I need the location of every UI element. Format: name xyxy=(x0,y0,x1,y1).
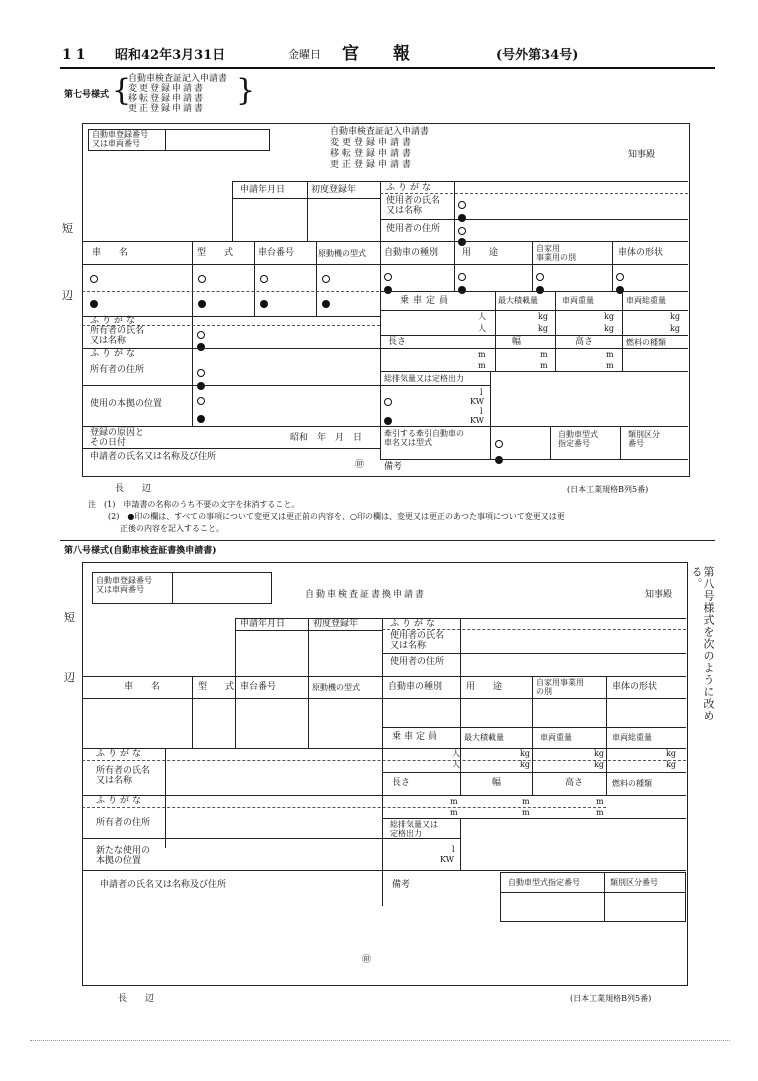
form8-user-name: 使用者の氏名 又は名称 xyxy=(390,631,445,651)
form8-unit-kg-5: kg xyxy=(666,749,676,758)
form7-furigana: ふりがな xyxy=(386,183,435,193)
form7-unit-kg-6: kg xyxy=(670,324,680,333)
form7-col-chassis: 車台番号 xyxy=(258,248,295,258)
form7-owner-name: 所有者の氏名 又は名称 xyxy=(90,326,145,346)
form7-unit-m-2: m xyxy=(478,361,486,370)
form8-model-no: 自動車型式指定番号 xyxy=(508,878,580,887)
form8-unit-person-2: 人 xyxy=(452,760,460,769)
form8-col-car-name: 車 名 xyxy=(124,682,161,692)
form7-user-name: 使用者の氏名 又は名称 xyxy=(386,196,441,216)
form7-first-reg: 初度登録年 xyxy=(311,185,357,195)
form8-gross-weight: 車両総重量 xyxy=(612,733,652,742)
form7-unit-kg-5: kg xyxy=(670,312,680,321)
form7-col-model: 型 式 xyxy=(197,248,234,258)
form8-jis: (日本工業規格B列5番) xyxy=(570,994,652,1003)
form7-unit-kg: kg xyxy=(538,312,548,321)
form7-height: 高さ xyxy=(575,337,594,347)
form7-length: 長さ xyxy=(388,337,407,347)
form7-unit-m-3: m xyxy=(540,350,548,359)
form7-location: 使用の本拠の位置 xyxy=(90,399,163,409)
form8-owner-name: 所有者の氏名 又は名称 xyxy=(96,766,151,786)
form8-apply-date: 申請年月日 xyxy=(240,619,286,629)
form8-fuel: 燃料の種類 xyxy=(612,779,652,788)
form7-displacement: 総排気量又は定格出力 xyxy=(384,374,464,383)
form8-unit-m-5: m xyxy=(596,797,604,806)
header-rule xyxy=(60,67,715,69)
form7-note-3: 正後の内容を記入すること。 xyxy=(120,524,224,533)
form8-height: 高さ xyxy=(565,778,584,788)
form8-unit-m-6: m xyxy=(596,808,604,817)
form7-governor: 知事殿 xyxy=(628,150,656,160)
issue-date: 昭和42年3月31日 xyxy=(115,48,226,63)
form7-tow: 牽引する牽引自動車の 車名又は型式 xyxy=(384,429,464,447)
form7-unit-m-4: m xyxy=(540,361,548,370)
form8-col-model: 型 式 xyxy=(198,682,235,692)
side-note: 第八号様式を次のように改める。 xyxy=(690,566,715,722)
form7-short-side-2: 辺 xyxy=(62,289,73,302)
form7-unit-m-6: m xyxy=(606,361,614,370)
form8-col-private: 自家用事業用 の別 xyxy=(536,678,584,696)
form8-seal: ㊞ xyxy=(362,955,372,965)
form8-unit-kg: kg xyxy=(520,749,530,758)
form7-long-side: 長 辺 xyxy=(115,484,152,494)
form7-col-engine: 原動機の型式 xyxy=(318,249,366,258)
form7-title-4: 更正登録申請書 xyxy=(128,104,206,114)
weekday: 金曜日 xyxy=(288,48,321,61)
form7-vehicle-weight: 車両重量 xyxy=(562,296,594,305)
form7-fuel: 燃料の種類 xyxy=(626,338,666,347)
form8-width: 幅 xyxy=(492,778,502,788)
form7-user-addr: 使用者の住所 xyxy=(386,224,441,234)
form8-displacement: 総排気量又は 定格出力 xyxy=(390,820,438,838)
form8-user-addr: 使用者の住所 xyxy=(390,657,445,667)
form7-owner-furigana: ふりがな xyxy=(90,316,139,326)
form8-governor: 知事殿 xyxy=(645,590,673,600)
form7-applicant: 申請者の氏名又は名称及び住所 xyxy=(90,452,217,462)
form8-unit-kw: KW xyxy=(440,855,454,864)
form7-width: 幅 xyxy=(512,337,522,347)
form7-col-type: 自動車の種別 xyxy=(384,248,439,258)
form7-unit-m: m xyxy=(478,350,486,359)
form7-unit-kg-2: kg xyxy=(538,324,548,333)
form7-unit-kw-2: KW xyxy=(470,416,484,425)
form7-seal: ㊞ xyxy=(355,460,365,470)
form7-max-load: 最大積載量 xyxy=(498,296,538,305)
form7-jis: (日本工業規格B列5番) xyxy=(567,485,649,494)
form8-first-reg: 初度登録年 xyxy=(313,619,359,629)
form7-col-car-name: 車 名 xyxy=(92,248,129,258)
form7-showa: 昭和 年 月 日 xyxy=(290,433,363,443)
form7-class-no: 類別区分 番号 xyxy=(628,430,660,448)
form8-short-side-2: 辺 xyxy=(64,671,75,684)
issue-number: (号外第34号) xyxy=(496,48,579,63)
form8-class-no: 類別区分番号 xyxy=(610,878,658,887)
form8-unit-kg-4: kg xyxy=(594,760,604,769)
form8-unit-kg-2: kg xyxy=(520,760,530,769)
form8-short-side: 短 xyxy=(64,611,75,624)
form8-unit-m-3: m xyxy=(522,797,530,806)
form8-owner-furigana: ふりがな xyxy=(96,749,145,759)
form7-unit-kw: KW xyxy=(470,397,484,406)
form8-col-engine: 原動機の型式 xyxy=(312,683,360,692)
form7-unit-kg-3: kg xyxy=(604,312,614,321)
form7-owner-furigana-2: ふりがな xyxy=(90,349,139,359)
form8-unit-m-2: m xyxy=(450,808,458,817)
form7-unit-person-2: 人 xyxy=(478,324,486,333)
form7-head-3: 移転登録申請書 xyxy=(330,149,415,159)
form8-capacity: 乗車定員 xyxy=(392,732,441,742)
form8-title: 自動車検査証書換申請書 xyxy=(305,590,427,600)
form7-note-1: 注 (1) 申請書の名称のうち不要の文字を抹消すること。 xyxy=(88,500,300,509)
form8-col-use: 用 途 xyxy=(466,682,503,692)
form8-frame xyxy=(82,562,688,986)
form7-unit-m-5: m xyxy=(606,350,614,359)
form8-unit-m-4: m xyxy=(522,808,530,817)
form8-unit-person: 人 xyxy=(452,749,460,758)
form8-unit-l: l xyxy=(452,845,455,854)
form7-title-2: 変更登録申請書 xyxy=(128,84,206,94)
form8-owner-furigana-2: ふりがな xyxy=(96,796,145,806)
form7-reason: 登録の原因と その日付 xyxy=(90,428,145,448)
form7-apply-date: 申請年月日 xyxy=(240,185,286,195)
section-rule xyxy=(60,540,715,541)
form8-label: 第八号様式(自動車検査証書換申請書) xyxy=(64,546,217,556)
form7-head-1: 自動車検査証記入申請書 xyxy=(330,127,430,137)
form7-head-4: 更正登録申請書 xyxy=(330,160,415,170)
form7-title-3: 移転登録申請書 xyxy=(128,94,206,104)
form8-long-side: 長 辺 xyxy=(118,994,155,1004)
form7-title-1: 自動車検査証記入申請書 xyxy=(128,74,228,84)
form7-label: 第七号様式 xyxy=(64,90,110,100)
form7-unit-l-2: l xyxy=(480,407,483,416)
form8-unit-kg-3: kg xyxy=(594,749,604,758)
form7-regno-label: 自動車登録番号 又は車両番号 xyxy=(92,130,148,148)
form8-col-chassis: 車台番号 xyxy=(240,682,277,692)
form7-unit-l: l xyxy=(480,388,483,397)
form7-col-body: 車体の形状 xyxy=(618,248,664,258)
form7-capacity: 乗車定員 xyxy=(400,296,453,306)
form8-remarks: 備考 xyxy=(392,880,411,890)
form7-note-2: (2) ●印の欄は、すべての事項について変更又は更正前の内容を、○印の欄は、変更又は更正のあつた事項について変更又は更 xyxy=(108,512,565,521)
form7-col-use: 用 途 xyxy=(462,248,499,258)
form8-length: 長さ xyxy=(392,778,411,788)
form8-regno-label: 自動車登録番号 又は車両番号 xyxy=(96,576,152,594)
form7-unit-person: 人 xyxy=(478,312,486,321)
form7-head-2: 変更登録申請書 xyxy=(330,138,415,148)
form8-furigana: ふりがな xyxy=(390,619,439,629)
form7-short-side: 短 xyxy=(62,222,73,235)
form7-unit-kg-4: kg xyxy=(604,324,614,333)
form8-unit-m: m xyxy=(450,797,458,806)
form7-col-private: 自家用 事業用の別 xyxy=(536,244,576,262)
page-number: 11 xyxy=(62,47,90,63)
form8-applicant: 申請者の氏名又は名称及び住所 xyxy=(100,880,227,890)
form8-max-load: 最大積載量 xyxy=(464,733,504,742)
form8-col-type: 自動車の種別 xyxy=(388,682,443,692)
form7-owner-addr: 所有者の住所 xyxy=(90,365,145,375)
form8-vehicle-weight: 車両重量 xyxy=(540,733,572,742)
form8-unit-kg-6: kg xyxy=(666,760,676,769)
gazette-title: 官 報 xyxy=(342,44,410,64)
form8-new-location: 新たな使用の 本拠の位置 xyxy=(96,846,151,866)
scan-noise xyxy=(30,1040,730,1041)
form7-brace-close: } xyxy=(236,73,256,108)
form7-gross-weight: 車両総重量 xyxy=(626,296,666,305)
form7-brace-open: { xyxy=(112,73,132,108)
form8-col-body: 車体の形状 xyxy=(612,682,658,692)
form7-model-no: 自動車型式 指定番号 xyxy=(558,430,598,448)
form8-owner-addr: 所有者の住所 xyxy=(96,818,151,828)
form7-remarks: 備考 xyxy=(384,462,403,472)
